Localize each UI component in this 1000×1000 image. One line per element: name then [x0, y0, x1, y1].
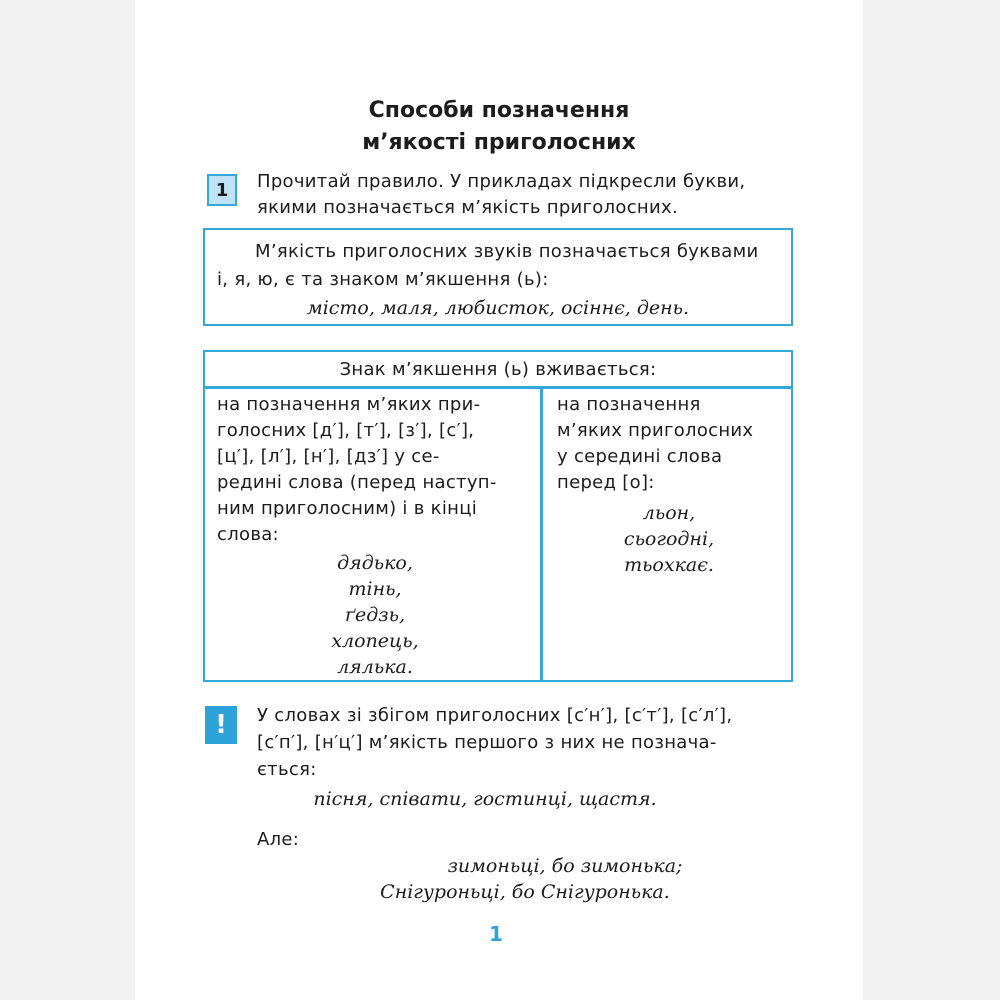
left-text-line: голосних [д′], [т′], [з′], [с′],	[217, 420, 475, 441]
but-line2: Снігуроньці, бо Снігуронька.	[380, 881, 670, 903]
exercise-number-badge	[207, 174, 237, 206]
right-example: льон,	[642, 502, 696, 524]
right-text-line: м’яких приголосних	[557, 420, 754, 441]
left-example: дядько,	[337, 552, 413, 574]
rule-line1: М’якість приголосних звуків позначається буквами	[255, 241, 759, 262]
table-header: Знак м’якшення (ь) вживається:	[339, 359, 657, 380]
page-number: 1	[489, 922, 503, 946]
exclamation-icon: !	[205, 706, 237, 744]
page-title-line1: Способи позначення	[368, 98, 630, 123]
right-example: сьогодні,	[623, 528, 715, 550]
left-text-line: слова:	[217, 524, 279, 545]
note-block	[257, 702, 817, 783]
textbook-page	[135, 0, 863, 1000]
note-line: ється:	[257, 759, 317, 780]
rule-examples: місто, маля, любисток, осіннє, день.	[306, 297, 690, 319]
page-title-line2: м’якості приголосних	[362, 130, 636, 155]
note-examples: пісня, співати, гостинці, щастя.	[313, 788, 657, 810]
right-text-line: у середині слова	[557, 446, 723, 467]
left-example: тінь,	[348, 578, 402, 600]
table-header-divider	[205, 386, 791, 389]
left-text-line: редині слова (перед наступ-	[217, 472, 497, 493]
right-example: тьохкає.	[624, 554, 714, 576]
exercise-instruction-line2: якими позначається м’якість приголосних.	[257, 197, 678, 218]
note-line: [с′п′], [н′ц′] м’якість першого з них не познача-	[257, 732, 717, 753]
but-label: Але:	[257, 829, 300, 850]
left-text-line: [ц′], [л′], [н′], [дз′] у се-	[217, 446, 440, 467]
exercise-instruction-line1: Прочитай правило. У прикладах підкресли букви,	[257, 171, 746, 192]
right-text-line: на позначення	[557, 394, 701, 415]
rule-line2: і, я, ю, є та знаком м’якшення (ь):	[217, 269, 549, 290]
usage-table	[203, 350, 793, 682]
exercise-number: 1	[215, 179, 229, 201]
table-right-column	[557, 392, 781, 578]
rule-box	[203, 228, 793, 326]
table-left-column	[217, 392, 533, 680]
right-text-line: перед [о]:	[557, 472, 655, 493]
but-line1: зимоньці, бо зимонька;	[447, 855, 683, 877]
left-example: хлопець,	[331, 630, 419, 652]
left-example: ґедзь,	[344, 604, 406, 626]
left-text-line: на позначення м’яких при-	[217, 394, 481, 415]
note-line: У словах зі збігом приголосних [с′н′], [с′т′], [с′л′],	[257, 705, 733, 726]
table-column-divider	[540, 386, 543, 680]
left-example: лялька.	[337, 656, 413, 678]
left-text-line: ним приголосним) і в кінці	[217, 498, 478, 519]
